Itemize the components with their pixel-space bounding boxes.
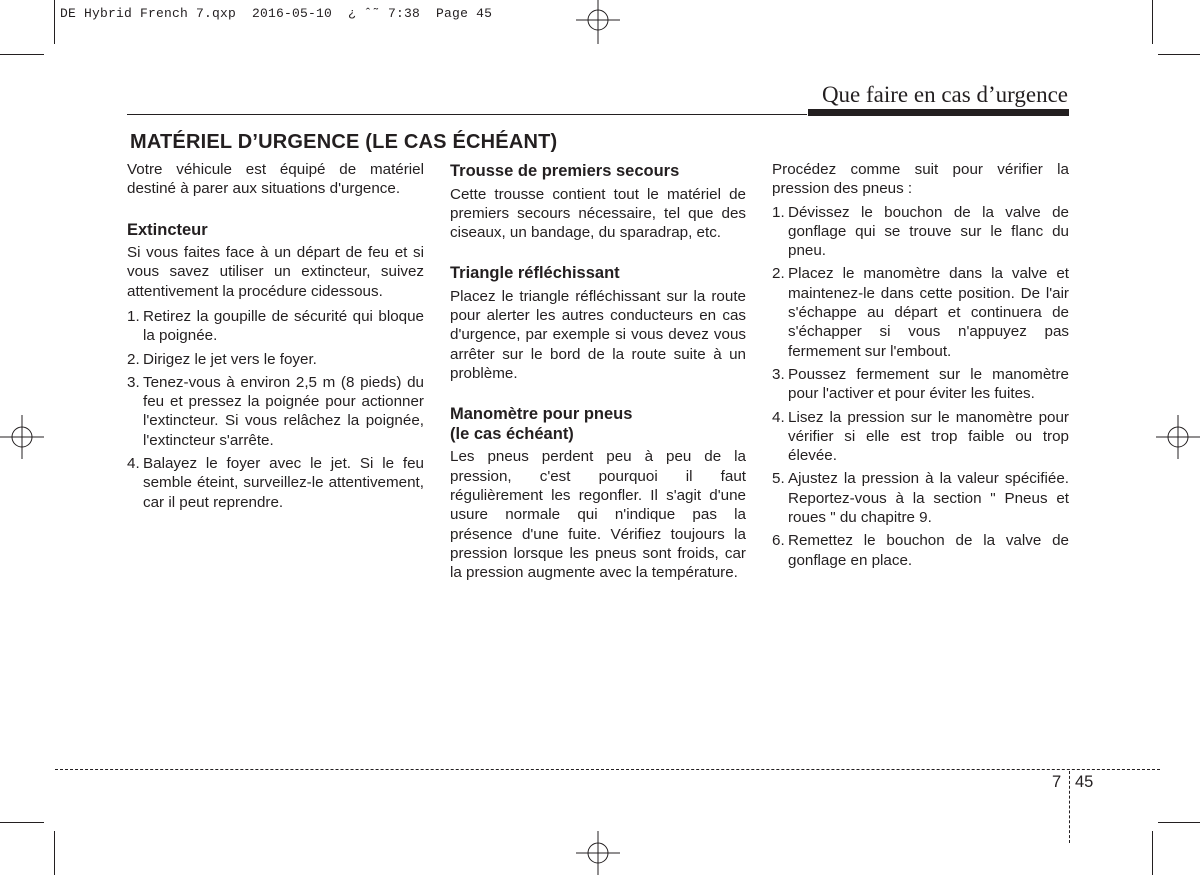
list-item: 4. Balayez le foyer avec le jet. Si le feu semble éteint, surveillez-le attentivement, car il peut reprendre. (127, 455, 424, 511)
registration-mark-bottom (576, 831, 620, 875)
list-item: 2. Placez le manomètre dans la valve et maintenez-le dans cette position. De l'air s'échappe au départ et continuera de s'échapper si vous n'appuyez pas fermement sur l'embout. (772, 265, 1069, 360)
column-2 (450, 160, 746, 596)
list-item: 3. Poussez fermement sur le manomètre pour l'activer et pour éviter les fuites. (772, 365, 1069, 403)
registration-mark-right (1156, 415, 1200, 459)
list-item: 1. Retirez la goupille de sécurité qui bloque la poignée. (127, 307, 424, 345)
chapter-number: 7 (1052, 773, 1062, 791)
procedure-intro: Procédez comme suit pour vérifier la pression des pneus : (772, 161, 1069, 198)
pressure-steps (772, 203, 1069, 570)
list-item: 6. Remettez le bouchon de la valve de gonflage en place. (772, 532, 1069, 569)
extincteur-steps (127, 307, 424, 512)
intro-paragraph: Votre véhicule est équipé de matériel destiné à parer aux situations d'urgence. (127, 161, 424, 198)
section-title: MATÉRIEL D’URGENCE (LE CAS ÉCHÉANT) (130, 131, 558, 153)
crop-mark-top-left-v (54, 0, 55, 44)
list-item: 4. Lisez la pression sur le manomètre pour vérifier si elle est trop faible ou trop élevée. (772, 408, 1069, 465)
list-item: 2. Dirigez le jet vers le foyer. (127, 350, 317, 368)
page-number: 45 (1075, 773, 1094, 791)
header-rule-bar (808, 109, 1069, 116)
extincteur-paragraph: Si vous faites face à un départ de feu et si vous savez utiliser un extincteur, suivez attentivement la procédure cidessous. (127, 244, 424, 300)
crop-mark-top-left-h (0, 54, 44, 55)
extincteur-heading: Extincteur (127, 220, 208, 239)
list-item: 1. Dévissez le bouchon de la valve de gonflage qui se trouve sur le flanc du pneu. (772, 203, 1069, 260)
print-slug: DE Hybrid French 7.qxp 2016-05-10 ¿ ˆ˜ 7:38 Page 45 (60, 6, 493, 21)
crop-mark-bottom-left-v (54, 831, 55, 875)
crop-mark-bottom-right-v (1152, 831, 1153, 875)
trousse-paragraph: Cette trousse contient tout le matériel de premiers secours nécessaire, tel que des ciseaux, un bandage, du sparadrap, etc. (450, 185, 746, 242)
registration-mark-left (0, 415, 44, 459)
trousse-heading: Trousse de premiers secours (450, 162, 680, 180)
list-item: 5. Ajustez la pression à la valeur spécifiée. Reportez-vous à la section " Pneus et roues " du chapitre 9. (772, 470, 1069, 527)
crop-mark-top-right-h (1158, 54, 1200, 55)
registration-mark-top (576, 0, 620, 44)
manometre-heading-line1: Manomètre pour pneus (450, 405, 633, 424)
manometre-paragraph: Les pneus perdent peu à peu de la pression, c'est pourquoi il faut régulièrement les regonfler. Il s'agit d'une usure normale qui n'indique pas la présence d'une fuite. Vérifiez toujours la pression lorsque les pneus sont froids, car la pression augmente avec la température. (450, 448, 746, 582)
triangle-heading: Triangle réfléchissant (450, 264, 620, 283)
column-1 (127, 160, 424, 516)
triangle-paragraph: Placez le triangle réfléchissant sur la route pour alerter les autres conducteurs en cas d'urgence, par exemple si vous devez vous arrêter sur le bord de la route suite à un problème. (450, 287, 746, 383)
footer-rule (55, 769, 1160, 770)
running-head: Que faire en cas d’urgence (821, 82, 1068, 107)
crop-mark-bottom-left-h (0, 822, 44, 823)
manometre-heading (450, 405, 746, 444)
header-rule (127, 114, 807, 115)
crop-mark-top-right-v (1152, 0, 1153, 44)
column-3 (772, 160, 1069, 574)
footer-divider (1069, 771, 1070, 843)
manometre-heading-line2: (le cas échéant) (450, 424, 574, 443)
crop-mark-bottom-right-h (1158, 822, 1200, 823)
list-item: 3. Tenez-vous à environ 2,5 m (8 pieds) du feu et pressez la poignée pour actionner l'extincteur. Si vous relâchez la poignée, l'extincteur s'arrête. (127, 373, 424, 449)
